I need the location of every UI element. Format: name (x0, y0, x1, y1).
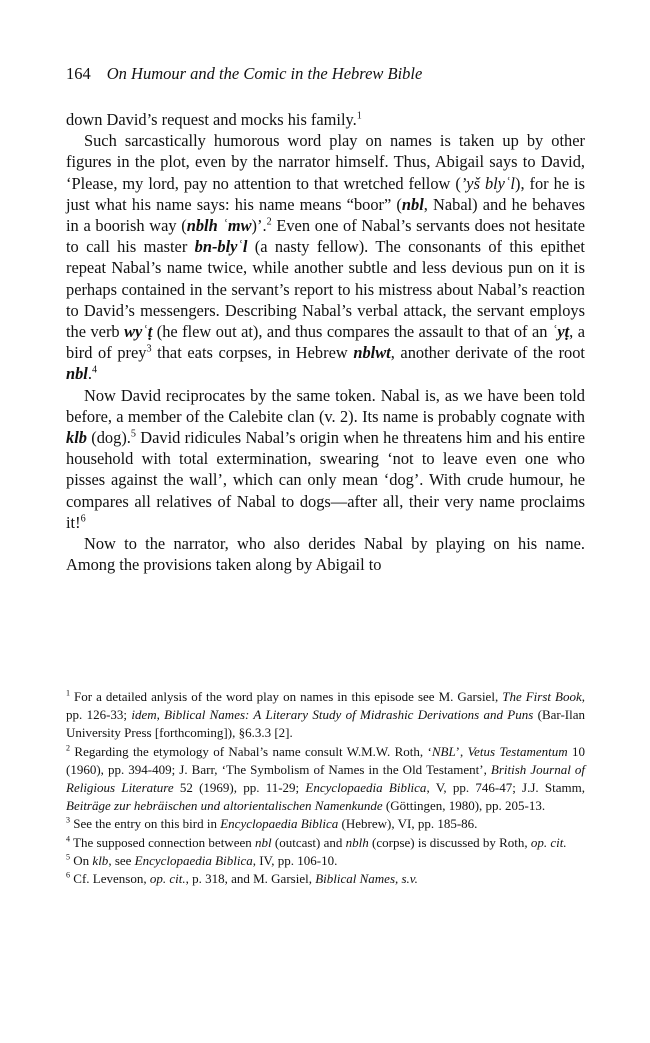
footnote-ref-4: 4 (91, 364, 98, 376)
text-segment: The supposed connection between (70, 834, 255, 850)
text-segment: ’, (455, 743, 468, 759)
text-segment: Such sarcastically humorous word play on names is taken up by other figures in the plot, even by the narrator himself. Thus, Abigail says to David, ‘Please, my lord, pay no attention to that wretched fellow ( (66, 131, 585, 193)
citation-title: Vetus Testamentum (467, 743, 568, 759)
footnote-number: 4 (66, 834, 71, 844)
footnote-ref-3: 3 (146, 343, 152, 355)
hebrew-transliteration: nbl (255, 834, 272, 850)
hebrew-transliteration: nblh (345, 834, 369, 850)
text-segment: On (70, 852, 93, 868)
text-segment: (Bar-Ilan University Press [forthcoming]), §6.3.3 [2]. (66, 707, 585, 741)
footnote-1 (66, 688, 585, 743)
text-segment: For a detailed anlysis of the word play on names in this episode see M. Garsiel, (70, 689, 503, 704)
text-segment: , see (108, 852, 135, 868)
text-segment: Now David reciprocates by the same token. Nabal is, as we have been told before, a member of the Calebite clan (v. 2). Its name is probably cognate with (66, 385, 585, 426)
footnote-number: 2 (66, 743, 71, 753)
footnote-6 (66, 870, 585, 888)
footnotes (66, 688, 585, 888)
citation-title: British Journal of Religious Literature (66, 761, 585, 796)
paragraph-4 (66, 533, 585, 575)
citation-title: Beiträge zur hebräischen und altorientalischen Namenkunde (66, 798, 383, 814)
footnote-number: 5 (66, 852, 71, 862)
text-segment: , p. 318, and M. Garsiel, (185, 871, 316, 887)
text-segment: , V, pp. 746-47; J.J. Stamm, (426, 780, 585, 796)
text-segment: , pp. 126-33; (66, 689, 585, 723)
text-segment: 10 (1960), pp. 394-409; J. Barr, ‘The Symbolism of Names in the Old Testament’, (66, 743, 585, 777)
citation-title: idem, Biblical Names: A Literary Study of Midrashic Derivations and Puns (131, 707, 534, 723)
text-segment: , a bird of prey (66, 322, 585, 363)
hebrew-transliteration: klb (92, 852, 109, 868)
text-segment: Cf. Levenson, (70, 871, 150, 887)
footnote-3 (66, 815, 585, 833)
text-segment: (Hebrew), VI, pp. 185-86. (338, 816, 478, 832)
text-segment: (a nasty fellow). The consonants of this epithet repeat Nabal’s name twice, while another subtle and less devious pun on it is perhaps contained in the servant’s report to his mistress about Nabal’s reaction to David’s messengers. Describing Nabal’s verbal attack, the servant employs the verb (66, 237, 585, 342)
paragraph-1 (66, 109, 585, 130)
hebrew-transliteration: nbl (66, 364, 88, 384)
text-segment: (corpse) is discussed by Roth, (368, 834, 531, 850)
citation-title: Biblical Names, s.v. (315, 871, 418, 887)
text-segment: (he flew out at), and thus compares the assault to that of an (152, 322, 552, 342)
citation-title: The First Book (502, 689, 582, 704)
main-text (66, 109, 585, 575)
footnote-number: 3 (66, 816, 71, 826)
footnote-ref-6: 6 (80, 513, 86, 525)
hebrew-transliteration: nblh ʿmw (186, 216, 252, 236)
text-segment: Now to the narrator, who also derides Nabal by playing on his name. Among the provisions taken along by Abigail to (66, 534, 585, 575)
hebrew-transliteration: wyʿṭ (124, 322, 153, 342)
running-title: On Humour and the Comic in the Hebrew Bible (106, 64, 423, 83)
footnote-ref-5: 5 (130, 428, 136, 440)
hebrew-transliteration: ʿyṭ (551, 322, 570, 342)
text-segment: (Göttingen, 1980), pp. 205-13. (382, 798, 546, 814)
text-segment: down David’s request and mocks his family. (66, 110, 357, 129)
running-header (66, 64, 536, 84)
text-segment: David ridicules Nabal’s origin when he threatens him and his entire household with total extermination, swearing ‘not to leave even one who pisses against the wall’, which can only mean ‘dog’. With crude humour, he compares all relatives of Nabal to dogs—after all, their very name proclaims it! (66, 428, 585, 532)
text-segment: (dog). (86, 428, 131, 448)
hebrew-transliteration: bn-blyʿl (194, 237, 248, 257)
hebrew-transliteration: nbl (401, 194, 424, 214)
hebrew-transliteration: ’yš blyʿl (460, 173, 515, 193)
page-number: 164 (66, 64, 91, 83)
text-segment: (outcast) and (271, 834, 346, 850)
text-segment: Even one of Nabal’s servants does not hesitate to call his master (66, 216, 585, 257)
footnote-4 (66, 834, 585, 852)
text-segment: ), for he is just what his name says: his name means “boor” ( (66, 173, 586, 214)
text-segment: , IV, pp. 106-10. (252, 852, 338, 868)
paragraph-3 (66, 385, 585, 533)
text-segment: . (87, 364, 92, 384)
text-segment: )’. (251, 216, 267, 236)
citation-title: Encyclopaedia Biblica (220, 816, 339, 832)
citation-title: NBL (431, 743, 456, 759)
text-segment: See the entry on this bird in (70, 816, 221, 832)
hebrew-transliteration: klb (66, 428, 87, 448)
text-segment: , Nabal) and he behaves in a boorish way ( (66, 194, 585, 236)
text-segment: 52 (1969), pp. 11-29; (173, 780, 306, 796)
paragraph-2 (66, 130, 585, 384)
text-segment: Regarding the etymology of Nabal’s name consult W.M.W. Roth, ‘ (70, 743, 432, 759)
footnote-ref-1: 1 (356, 110, 362, 122)
citation-title: Encyclopaedia Biblica (134, 852, 253, 868)
footnote-5 (66, 852, 585, 870)
text-segment: , another derivate of the root (390, 343, 585, 363)
footnote-2 (66, 743, 585, 816)
citation-title: op. cit. (530, 834, 567, 850)
citation-title: Encyclopaedia Biblica (305, 780, 427, 796)
hebrew-transliteration: nblwt (353, 343, 391, 363)
footnote-number: 1 (66, 688, 71, 698)
footnote-ref-2: 2 (266, 216, 272, 228)
citation-title: op. cit. (149, 871, 186, 887)
footnote-number: 6 (66, 870, 71, 880)
text-segment: that eats corpses, in Hebrew (151, 343, 354, 363)
